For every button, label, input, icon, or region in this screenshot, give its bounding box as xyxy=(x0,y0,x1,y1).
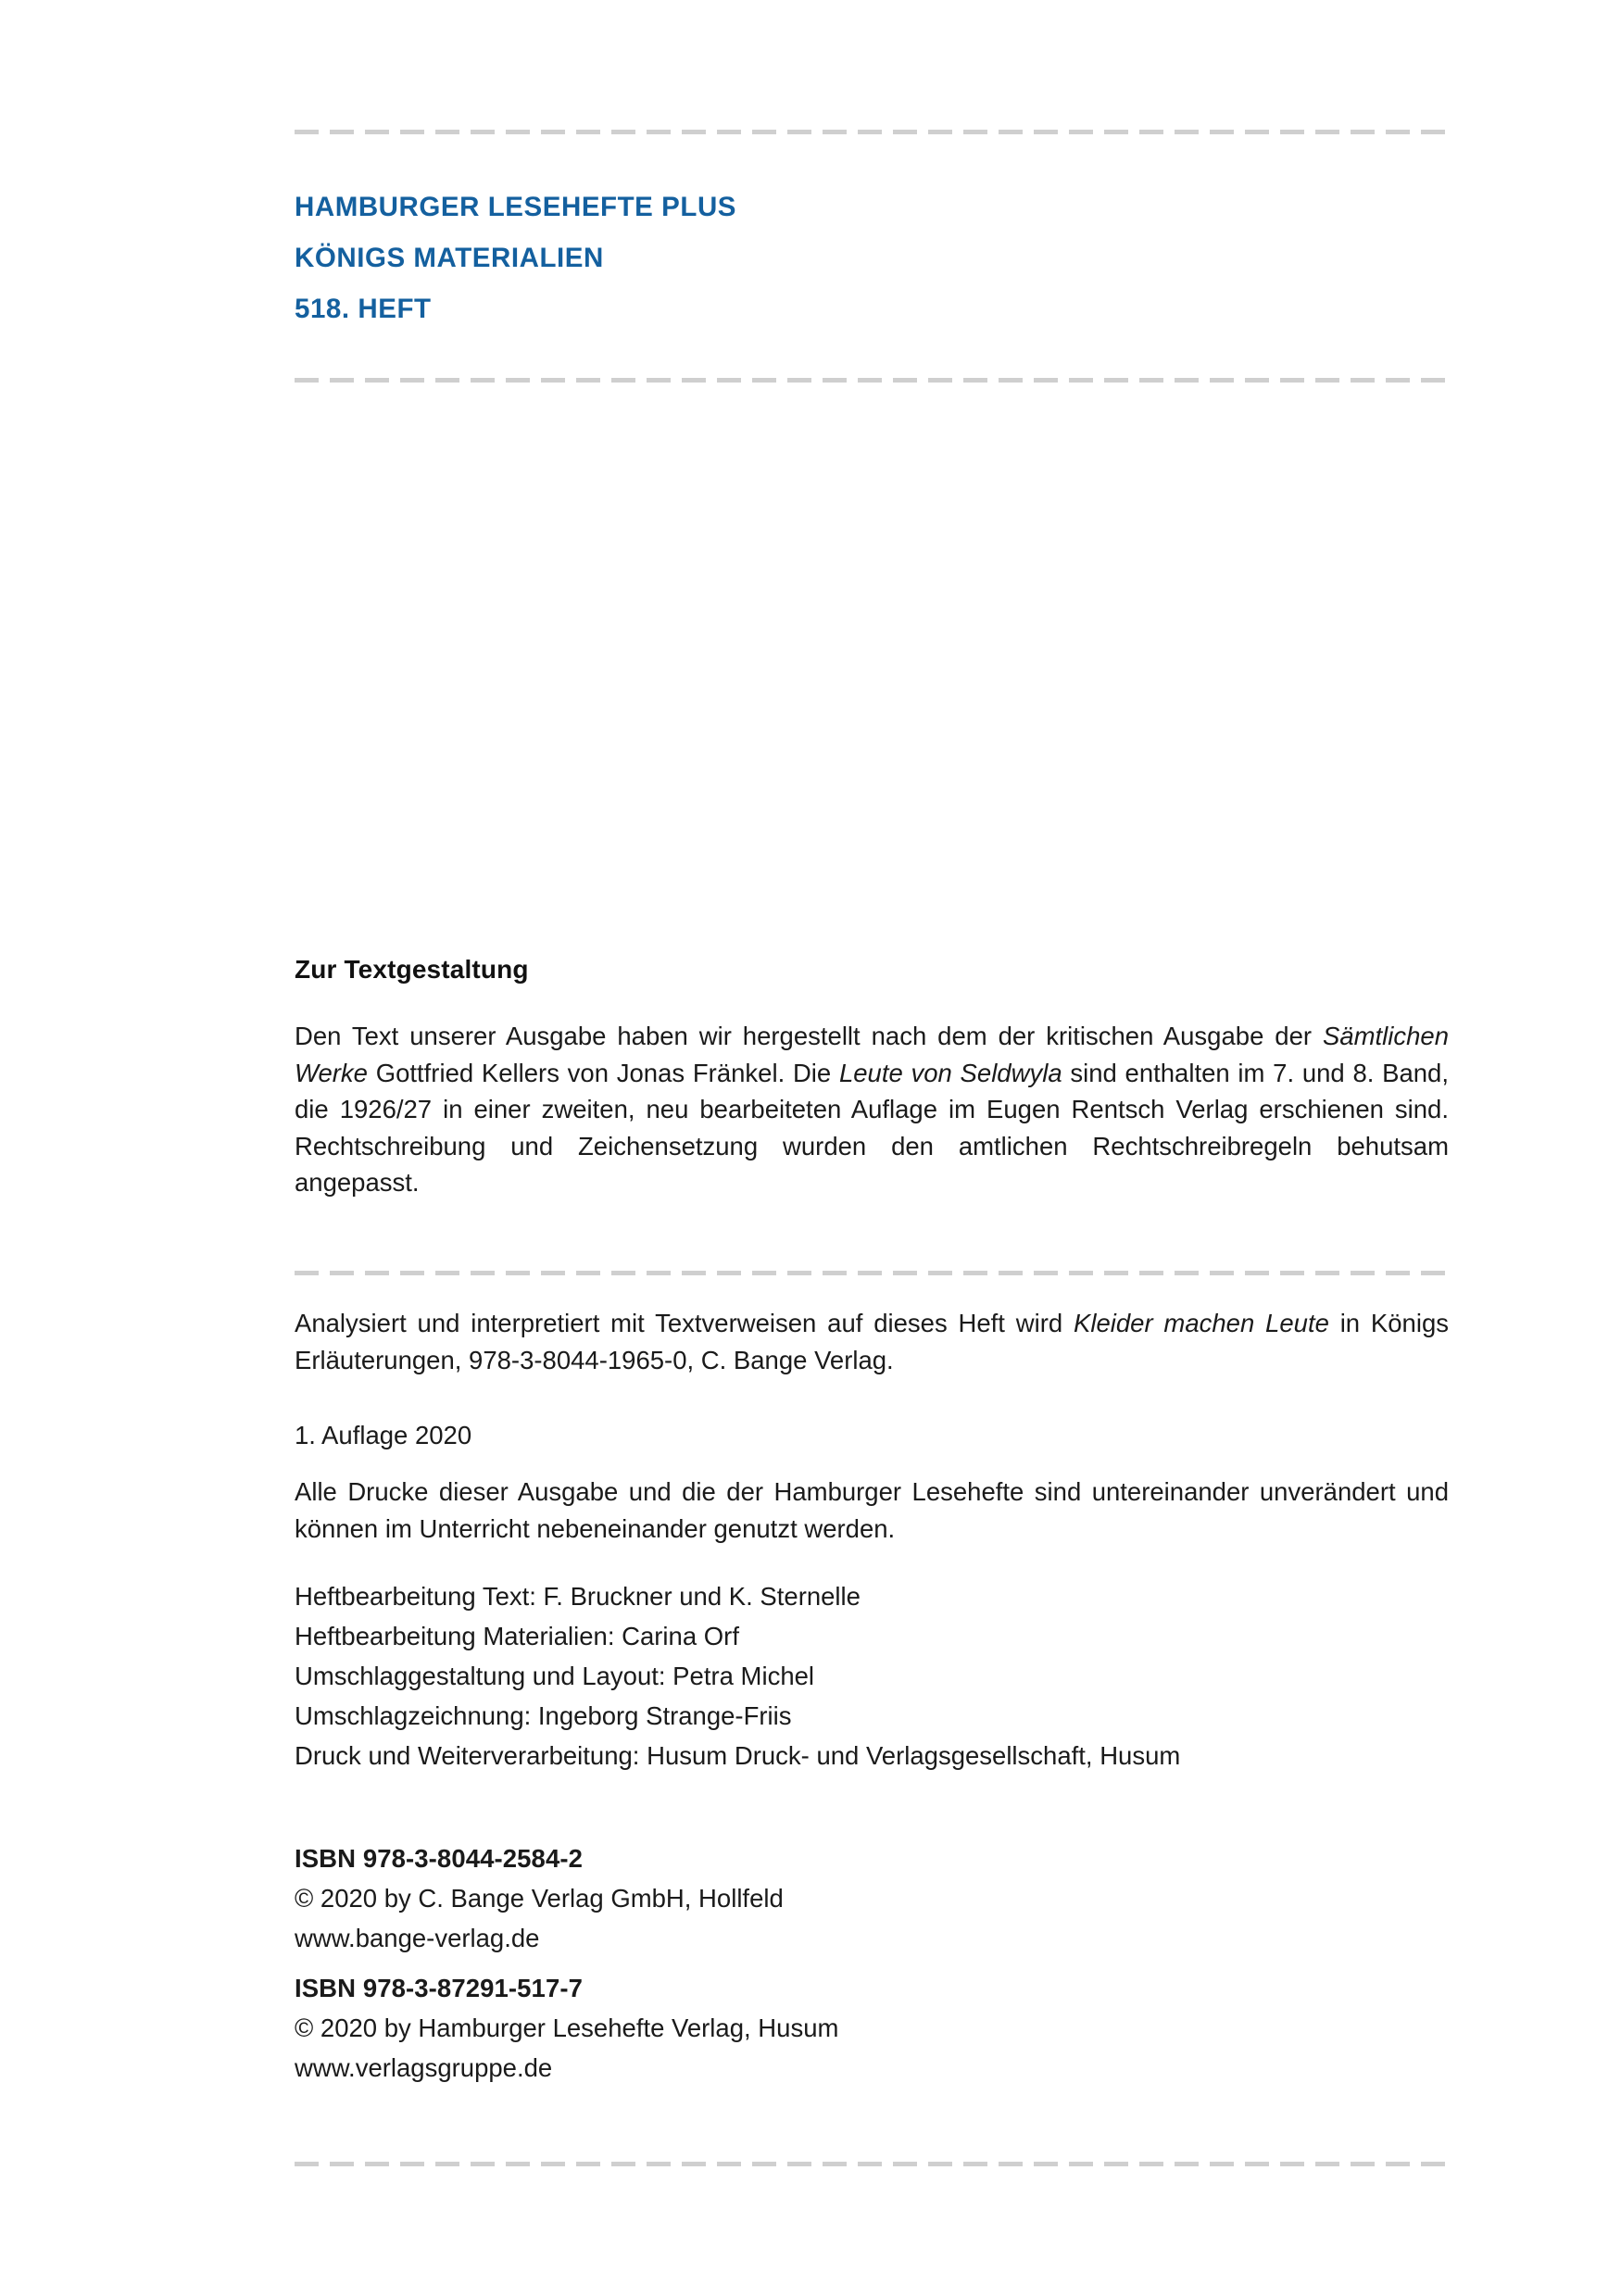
divider-rule-below-masthead xyxy=(295,378,1449,383)
paragraph-drucke: Alle Drucke dieser Ausgabe und die der Hamburger Lesehefte sind untereinander unverändert und können im Unterricht nebeneinander genutzt werden. xyxy=(295,1477,1449,1543)
masthead xyxy=(295,182,1449,334)
paragraph-analysiert-part1: Analysiert und interpretiert mit Textverweisen auf dieses Heft wird xyxy=(295,1309,1074,1337)
work-title-kleider-machen-leute: Kleider machen Leute xyxy=(1074,1309,1329,1337)
copyright-bange: © 2020 by C. Bange Verlag GmbH, Hollfeld xyxy=(295,1884,784,1913)
masthead-line-issue: 518. HEFT xyxy=(295,294,432,324)
paragraph-analysiert-part2: in Königs Erläuterungen, 978-3-8044-1965-0, C. Bange Verlag. xyxy=(295,1309,1450,1374)
paragraph-analysiert xyxy=(295,1305,1449,1378)
credit-line-materials-editing: Heftbearbeitung Materialien: Carina Orf xyxy=(295,1622,739,1650)
work-title-saemtliche-werke: Sämtlichen Werke xyxy=(295,1022,1449,1087)
paragraph-textgestaltung xyxy=(295,1018,1449,1201)
isbn-hamburger: ISBN 978-3-87291-517-7 xyxy=(295,1974,583,2002)
isbn-bange: ISBN 978-3-8044-2584-2 xyxy=(295,1844,583,1873)
website-hamburger[interactable]: www.verlagsgruppe.de xyxy=(295,2053,553,2082)
divider-rule-mid xyxy=(295,1271,1449,1275)
divider-rule-bottom xyxy=(295,2162,1449,2166)
paragraph-textgestaltung-part2: Gottfried Kellers von Jonas Fränkel. Die xyxy=(367,1058,839,1087)
section-title-textgestaltung: Zur Textgestaltung xyxy=(295,955,529,984)
credit-line-cover-drawing: Umschlagzeichnung: Ingeborg Strange-Friis xyxy=(295,1701,792,1730)
copyright-hamburger: © 2020 by Hamburger Lesehefte Verlag, Husum xyxy=(295,2014,839,2042)
credit-line-cover-design: Umschlaggestaltung und Layout: Petra Michel xyxy=(295,1662,815,1690)
paragraph-textgestaltung-part1: Den Text unserer Ausgabe haben wir hergestellt nach dem der kritischen Ausgabe der xyxy=(295,1022,1323,1050)
paragraph-textgestaltung-part3: sind enthalten im 7. und 8. Band, die 1926/27 in einer zweiten, neu bearbeiteten Auflage im Eugen Rentsch Verlag erschienen sind. Rechtschreibung und Zeichensetzung wurden den amtlichen Rechtschreibregeln behutsam angepasst. xyxy=(295,1058,1449,1197)
credits-block xyxy=(295,1576,1449,1775)
credit-line-text-editing: Heftbearbeitung Text: F. Bruckner und K. Sternelle xyxy=(295,1582,861,1611)
credit-line-printing: Druck und Weiterverarbeitung: Husum Druck- und Verlagsgesellschaft, Husum xyxy=(295,1741,1181,1770)
imprint-block-hamburger xyxy=(295,1968,1449,2088)
masthead-line-series: HAMBURGER LESEHEFTE PLUS xyxy=(295,192,737,222)
work-title-leute-von-seldwyla: Leute von Seldwyla xyxy=(838,1058,1062,1087)
imprint-block-bange xyxy=(295,1838,1449,1958)
website-bange[interactable]: www.bange-verlag.de xyxy=(295,1924,540,1952)
paragraph-auflage: 1. Auflage 2020 xyxy=(295,1421,472,1449)
divider-rule-top xyxy=(295,130,1449,134)
masthead-line-materials: KÖNIGS MATERIALIEN xyxy=(295,243,604,273)
